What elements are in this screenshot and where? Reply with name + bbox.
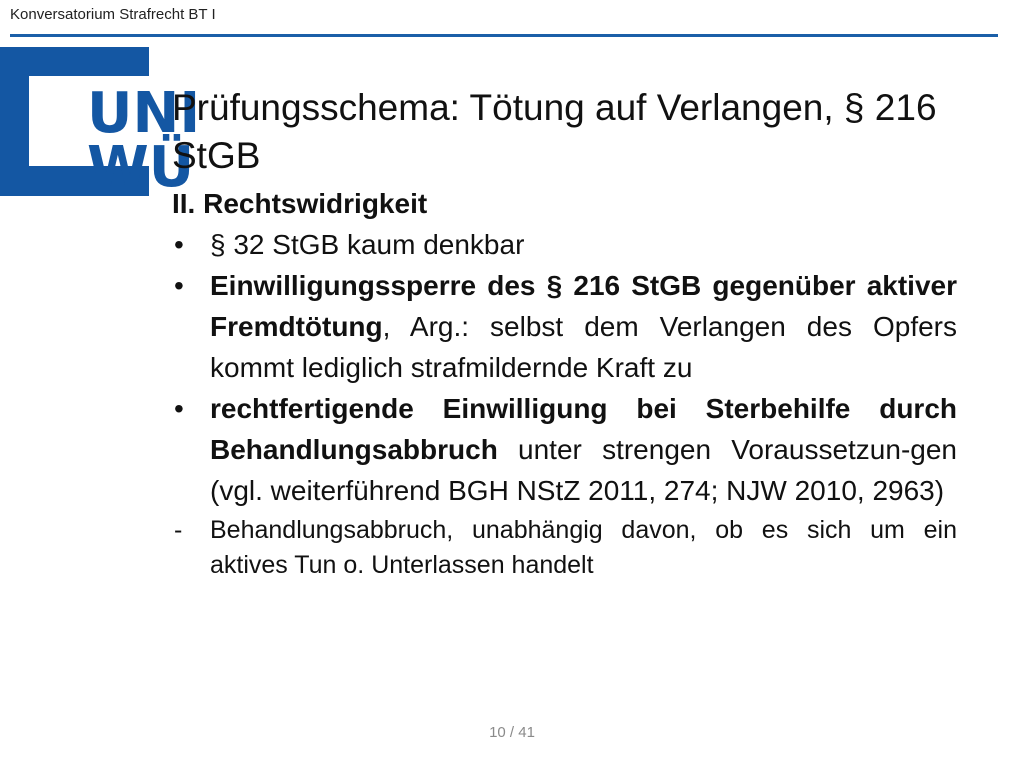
- bullet-symbol: •: [174, 270, 184, 301]
- list-item: [172, 265, 957, 388]
- course-title: Konversatorium Strafrecht BT I: [10, 6, 216, 23]
- dash-symbol: -: [174, 516, 183, 544]
- list-item: [172, 388, 957, 511]
- logo-line-2: WÜ: [87, 135, 195, 200]
- bullet-symbol: •: [174, 229, 184, 260]
- page-number: 10 / 41: [489, 724, 535, 741]
- slide-content: [172, 183, 957, 583]
- bullet-text: , Arg.: selbst dem Verlangen des Opfers kommt lediglich strafmildernde Kraft zu: [210, 311, 957, 383]
- bullet-list: [172, 224, 957, 511]
- logo-line-1: UNI: [87, 81, 201, 146]
- slide-title: Prüfungsschema: Tötung auf Verlangen, § 216 StGB: [172, 87, 937, 176]
- bullet-bold-text: rechtfertigende Einwilligung bei Sterbehilfe durch Behandlungsabbruch: [210, 393, 957, 465]
- bullet-bold-text: Einwilligungssperre des § 216 StGB gegenüber aktiver Fremdtötung: [210, 270, 957, 342]
- section-heading: II. Rechtswidrigkeit: [172, 188, 428, 219]
- header-divider: [10, 34, 998, 37]
- bullet-text: § 32 StGB kaum denkbar: [210, 229, 525, 260]
- bullet-text: unter strengen Voraussetzun-gen (vgl. weiterführend BGH NStZ 2011, 274; NJW 2010, 2963): [210, 434, 957, 506]
- bullet-symbol: •: [174, 393, 184, 424]
- list-item: [172, 224, 957, 265]
- university-logo: [0, 47, 201, 200]
- sub-item-text: Behandlungsabbruch, unabhängig davon, ob es sich um ein aktives Tun o. Unterlassen handelt: [210, 516, 957, 579]
- sub-list-item: [172, 513, 957, 583]
